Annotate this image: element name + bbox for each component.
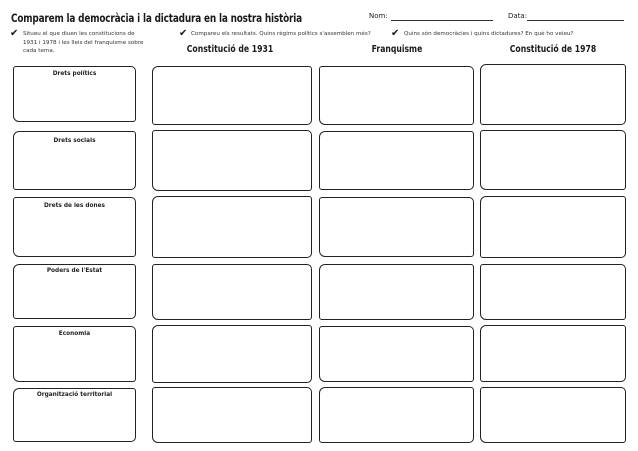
answer-box-1978[interactable] [480,264,626,320]
column-header-1931: Constitució de 1931 [186,44,274,55]
date-label: Data: [508,12,528,20]
checkmark-icon: ✔ [179,28,188,39]
row-label: Poders de l'Estat [46,268,103,274]
answer-box-1931[interactable] [152,264,312,320]
answer-box-franquisme[interactable] [319,131,474,190]
column-header-franquisme: Franquisme [371,44,423,55]
answer-box-franquisme[interactable] [319,387,474,443]
checkmark-icon: ✔ [10,28,19,39]
answer-box-1978[interactable] [480,130,626,190]
name-field[interactable] [391,20,493,21]
answer-box-1978[interactable] [480,387,626,443]
row-label: Economia [58,331,91,337]
date-field[interactable] [527,20,624,21]
page-title: Comparem la democràcia i la dictadura en la nostra història [11,11,302,25]
column-header-1978: Constitució de 1978 [509,44,597,55]
answer-box-franquisme[interactable] [319,197,474,257]
instruction-2: Compareu els resultats. Quins règims polítics s'assemblen més? [191,31,371,37]
answer-box-1978[interactable] [480,325,626,382]
row-label: Drets socials [53,138,96,144]
answer-box-1931[interactable] [152,325,312,383]
answer-box-1931[interactable] [152,196,312,258]
answer-box-1978[interactable] [480,196,626,258]
answer-box-1931[interactable] [152,387,312,443]
row-label: Drets polítics [52,71,97,77]
name-label: Nom: [369,12,388,20]
checkmark-icon: ✔ [391,28,400,39]
answer-box-1931[interactable] [152,66,312,125]
answer-box-franquisme[interactable] [319,264,474,320]
answer-box-1931[interactable] [152,130,312,191]
instruction-3: Quins són democràcies i quins dictadures? En què ho veieu? [404,31,574,37]
answer-box-franquisme[interactable] [319,66,474,125]
answer-box-franquisme[interactable] [319,326,474,382]
row-label: Drets de les dones [44,203,105,209]
row-label: Organització territorial [36,392,113,398]
answer-box-1978[interactable] [480,64,626,125]
instruction-1: Situeu el que diuen les constitucions de 1931 i 1978 i les lleis del franquisme sobre cada tema. [23,31,144,55]
